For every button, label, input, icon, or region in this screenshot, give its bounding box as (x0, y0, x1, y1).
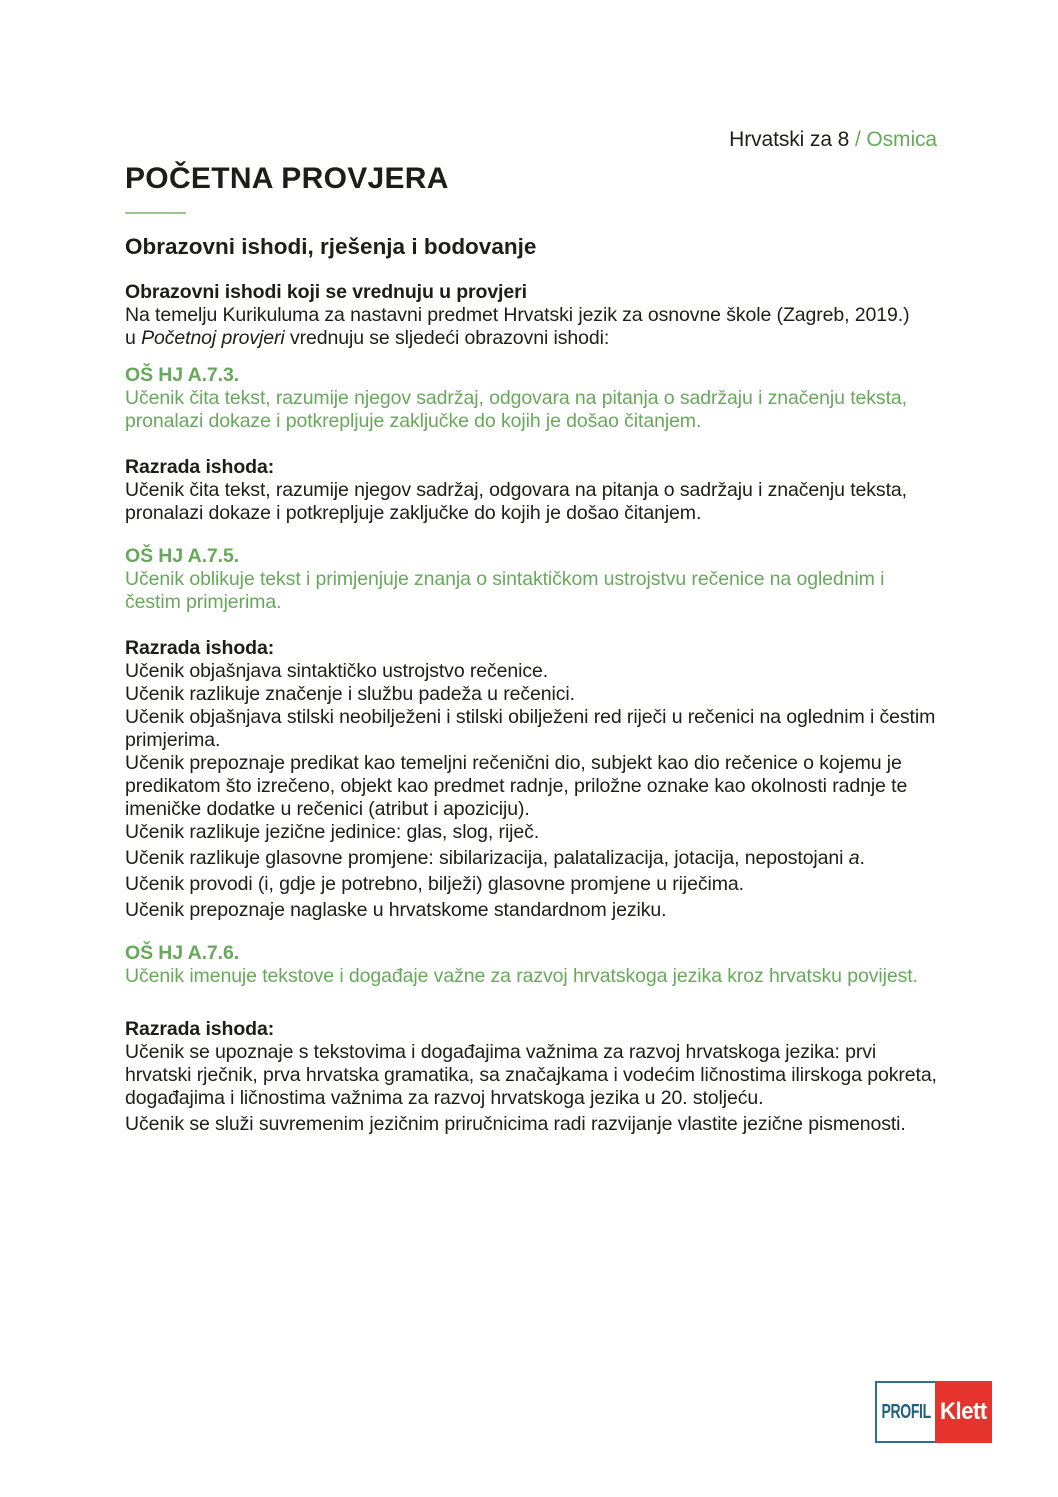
razrada-item-glasovne-italic: a (848, 847, 860, 869)
profil-logo-box (875, 1381, 935, 1443)
outcome-a75 (125, 545, 937, 614)
intro-line-2-suffix: vrednuju se sljedeći obrazovni ishodi: (284, 327, 610, 349)
razrada-item: Učenik objašnjava sintaktičko ustrojstvo rečenice. (125, 660, 549, 682)
razrada-item: Učenik se služi suvremenim jezičnim priručnicima radi razvijanje vlastite jezične pismenosti. (125, 1113, 906, 1135)
intro-block (125, 281, 937, 350)
outcome-a73-description: Učenik čita tekst, razumije njegov sadržaj, odgovara na pitanja o sadržaju i značenju teksta, pronalazi dokaze i potkrepljuje zaključke do kojih je došao čitanjem. (125, 387, 907, 432)
razrada-item: Učenik prepoznaje naglaske u hrvatskome standardnom jeziku. (125, 899, 667, 921)
intro-line-2-prefix: u (125, 327, 142, 349)
profil-logo-text: PROFIL (881, 1400, 931, 1423)
razrada-label: Razrada ishoda: (125, 1018, 275, 1040)
klett-logo-box (935, 1381, 992, 1443)
razrada-label: Razrada ishoda: (125, 456, 275, 478)
intro-line-1: Na temelju Kurikuluma za nastavni predmet Hrvatski jezik za osnovne škole (Zagreb, 2019.) (125, 304, 910, 326)
intro-line-2-italic: Početnoj provjeri (141, 327, 285, 349)
razrada-item: Učenik objašnjava stilski neobilježeni i stilski obilježeni red riječi u rečenici na oglednim i čestim primjerima. (125, 706, 936, 751)
running-header-series: / Osmica (849, 128, 937, 151)
outcome-a76-code: OŠ HJ A.7.6. (125, 942, 240, 964)
outcome-a75-razrada (125, 637, 937, 922)
razrada-item-glasovne-suffix: . (859, 847, 865, 869)
klett-logo-text: Klett (940, 1398, 987, 1425)
outcome-a73 (125, 364, 937, 433)
section-heading: Obrazovni ishodi, rješenja i bodovanje (125, 234, 537, 259)
running-header (125, 128, 937, 152)
razrada-item: Učenik provodi (i, gdje je potrebno, bilježi) glasovne promjene u riječima. (125, 873, 744, 895)
outcome-a76-razrada (125, 1018, 937, 1136)
running-header-course: Hrvatski za 8 (729, 128, 850, 151)
razrada-item (125, 847, 937, 870)
outcome-a73-razrada (125, 456, 937, 525)
outcome-a73-code: OŠ HJ A.7.3. (125, 364, 240, 386)
outcome-a76 (125, 942, 937, 988)
razrada-item: Učenik prepoznaje predikat kao temeljni rečenični dio, subjekt kao dio rečenice o kojemu je predikatom što izrečeno, objekt kao predmet radnje, priložne oznake kao okolnosti radnje te imeničke dodatke u rečenici (atribut i apoziciju). (125, 752, 908, 820)
outcome-a76-description: Učenik imenuje tekstove i događaje važne za razvoj hrvatskoga jezika kroz hrvatsku povijest. (125, 965, 918, 987)
razrada-label: Razrada ishoda: (125, 637, 275, 659)
razrada-item-glasovne-prefix: Učenik razlikuje glasovne promjene: sibilarizacija, palatalizacija, jotacija, nepostojani (125, 847, 849, 869)
razrada-item: Učenik razlikuje značenje i službu padeža u rečenici. (125, 683, 575, 705)
intro-heading: Obrazovni ishodi koji se vrednuju u provjeri (125, 281, 527, 303)
razrada-item: Učenik razlikuje jezične jedinice: glas, slog, riječ. (125, 821, 540, 843)
outcome-a75-description: Učenik oblikuje tekst i primjenjuje znanja o sintaktičkom ustrojstvu rečenice na oglednim i čestim primjerima. (125, 568, 885, 613)
razrada-item: Učenik čita tekst, razumije njegov sadržaj, odgovara na pitanja o sadržaju i značenju teksta, pronalazi dokaze i potkrepljuje zaključke do kojih je došao čitanjem. (125, 479, 907, 524)
outcome-a75-code: OŠ HJ A.7.5. (125, 545, 240, 567)
page-title: POČETNA PROVJERA (125, 162, 449, 195)
publisher-logo (875, 1381, 992, 1443)
green-divider-line (125, 212, 186, 214)
page-content (125, 0, 937, 1136)
razrada-item: Učenik se upoznaje s tekstovima i događajima važnima za razvoj hrvatskoga jezika: prvi hrvatski rječnik, prva hrvatska gramatika, sa značajkama i vodećim ličnostima ilirskoga pokreta, događajima i ličnostima važnima za razvoj hrvatskoga jezika u 20. stoljeću. (125, 1041, 937, 1109)
intro-line-2 (125, 327, 937, 350)
